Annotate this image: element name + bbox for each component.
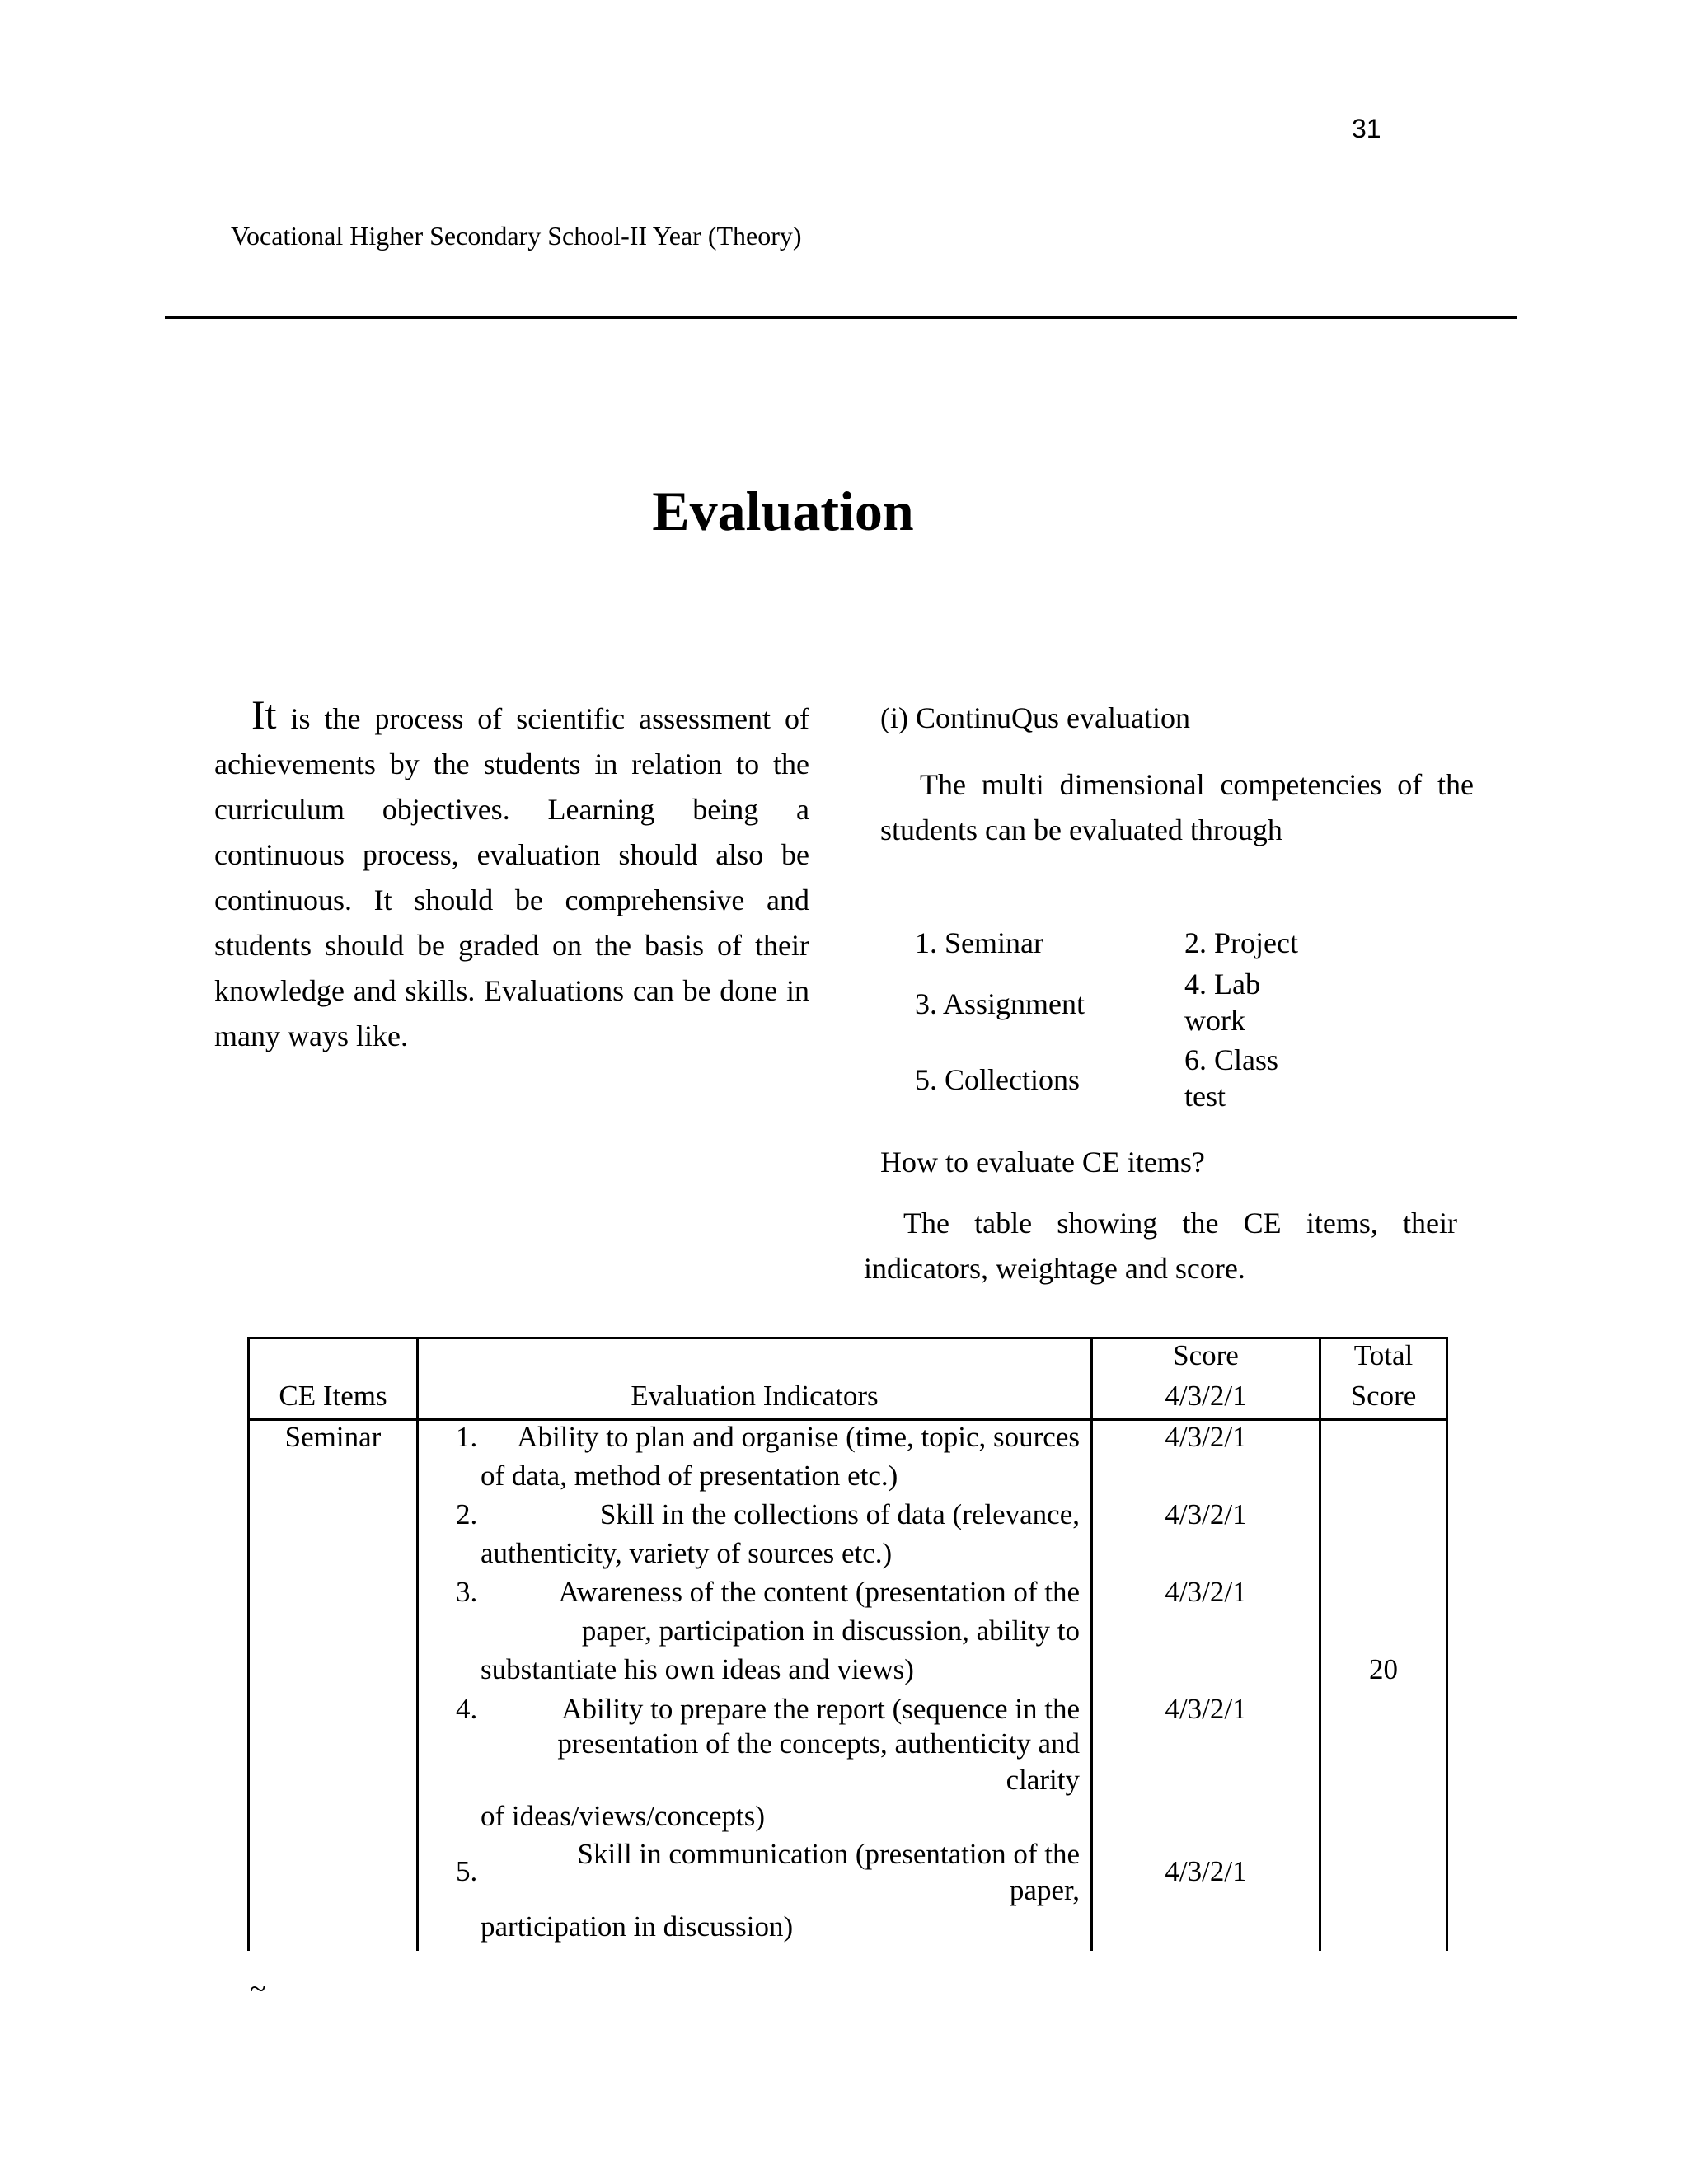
- header-ce-items: CE Items: [279, 1380, 387, 1412]
- how-to-evaluate-heading: How to evaluate CE items?: [880, 1146, 1205, 1179]
- page-number: 31: [1352, 114, 1381, 143]
- indicator-text: Skill in communication (presentation of the: [577, 1838, 1080, 1870]
- ce-item-seminar: Seminar: [284, 1421, 382, 1453]
- table-column-border: [416, 1337, 419, 1951]
- header-score-scale: 4/3/2/1: [1165, 1380, 1247, 1412]
- indicator-score: 4/3/2/1: [1165, 1498, 1247, 1530]
- running-header: Vocational Higher Secondary School-II Year (Theory): [231, 221, 802, 251]
- intro-text: is the process of scientific assessment of achievements by the students in relation to the curriculum objectives. Learning being a continuous process, evaluation should also be continuous. It should be comprehensive and students should be graded on the basis of their knowledge and skills. Evaluations can be done in many ways like.: [214, 702, 809, 1052]
- header-total: Total: [1353, 1339, 1414, 1371]
- ce-list-item: 3. Assignment: [915, 987, 1085, 1020]
- indicator-text: participation in discussion): [481, 1910, 794, 1943]
- indicator-text: Ability to prepare the report (sequence in the: [561, 1693, 1080, 1725]
- table-intro-text: The table showing the CE items, their indicators, weightage and score.: [864, 1207, 1457, 1285]
- indicator-text: Ability to plan and organise (time, topic, sources: [517, 1421, 1080, 1453]
- indicator-text: paper, participation in discussion, ability to: [581, 1615, 1080, 1647]
- ce-list-item: 2. Project: [1184, 926, 1298, 959]
- header-score: Score: [1173, 1339, 1239, 1371]
- competency-text: The multi dimensional competencies of the students can be evaluated through: [880, 768, 1474, 846]
- indicator-number: 2.: [456, 1498, 478, 1530]
- total-score-value: 20: [1369, 1653, 1398, 1685]
- indicator-text: clarity: [1006, 1764, 1080, 1796]
- indicator-text: of data, method of presentation etc.): [481, 1460, 898, 1492]
- intro-drop-word: It: [251, 691, 277, 738]
- continuous-evaluation-heading: (i) ContinuQus evaluation: [880, 701, 1190, 734]
- indicator-text: presentation of the concepts, authenticity and: [557, 1727, 1080, 1760]
- header-evaluation-indicators: Evaluation Indicators: [631, 1380, 879, 1412]
- indicator-text: Skill in the collections of data (relevance,: [599, 1498, 1080, 1530]
- header-divider: [165, 316, 1517, 319]
- ce-list-item: 1. Seminar: [915, 926, 1043, 959]
- intro-paragraph: [214, 692, 809, 1059]
- competency-paragraph: [880, 762, 1474, 853]
- indicator-score: 4/3/2/1: [1165, 1576, 1247, 1608]
- indicator-number: 3.: [456, 1576, 478, 1608]
- indicator-score: 4/3/2/1: [1165, 1421, 1247, 1453]
- ce-list-item: 5. Collections: [915, 1063, 1080, 1096]
- indicator-number: 1.: [456, 1421, 478, 1453]
- indicator-number: 4.: [456, 1693, 478, 1725]
- indicator-text: Awareness of the content (presentation of the: [558, 1576, 1080, 1608]
- indicator-score: 4/3/2/1: [1165, 1855, 1247, 1887]
- indicator-score: 4/3/2/1: [1165, 1693, 1247, 1725]
- indicator-text: paper,: [1009, 1874, 1080, 1906]
- indicator-text: of ideas/views/concepts): [481, 1800, 766, 1832]
- footer-mark: ~: [250, 1972, 266, 2005]
- table-column-border: [1446, 1337, 1448, 1951]
- table-column-border: [1319, 1337, 1321, 1951]
- indicator-text: substantiate his own ideas and views): [481, 1653, 914, 1685]
- page-title: Evaluation: [652, 480, 914, 542]
- header-total-score: Score: [1350, 1380, 1417, 1412]
- ce-list-item: 4. Lab work: [1184, 968, 1260, 1037]
- indicator-text: authenticity, variety of sources etc.): [481, 1537, 893, 1569]
- table-intro-paragraph: [864, 1201, 1457, 1291]
- indicator-number: 5.: [456, 1855, 478, 1887]
- ce-list-item: 6. Class test: [1184, 1043, 1279, 1113]
